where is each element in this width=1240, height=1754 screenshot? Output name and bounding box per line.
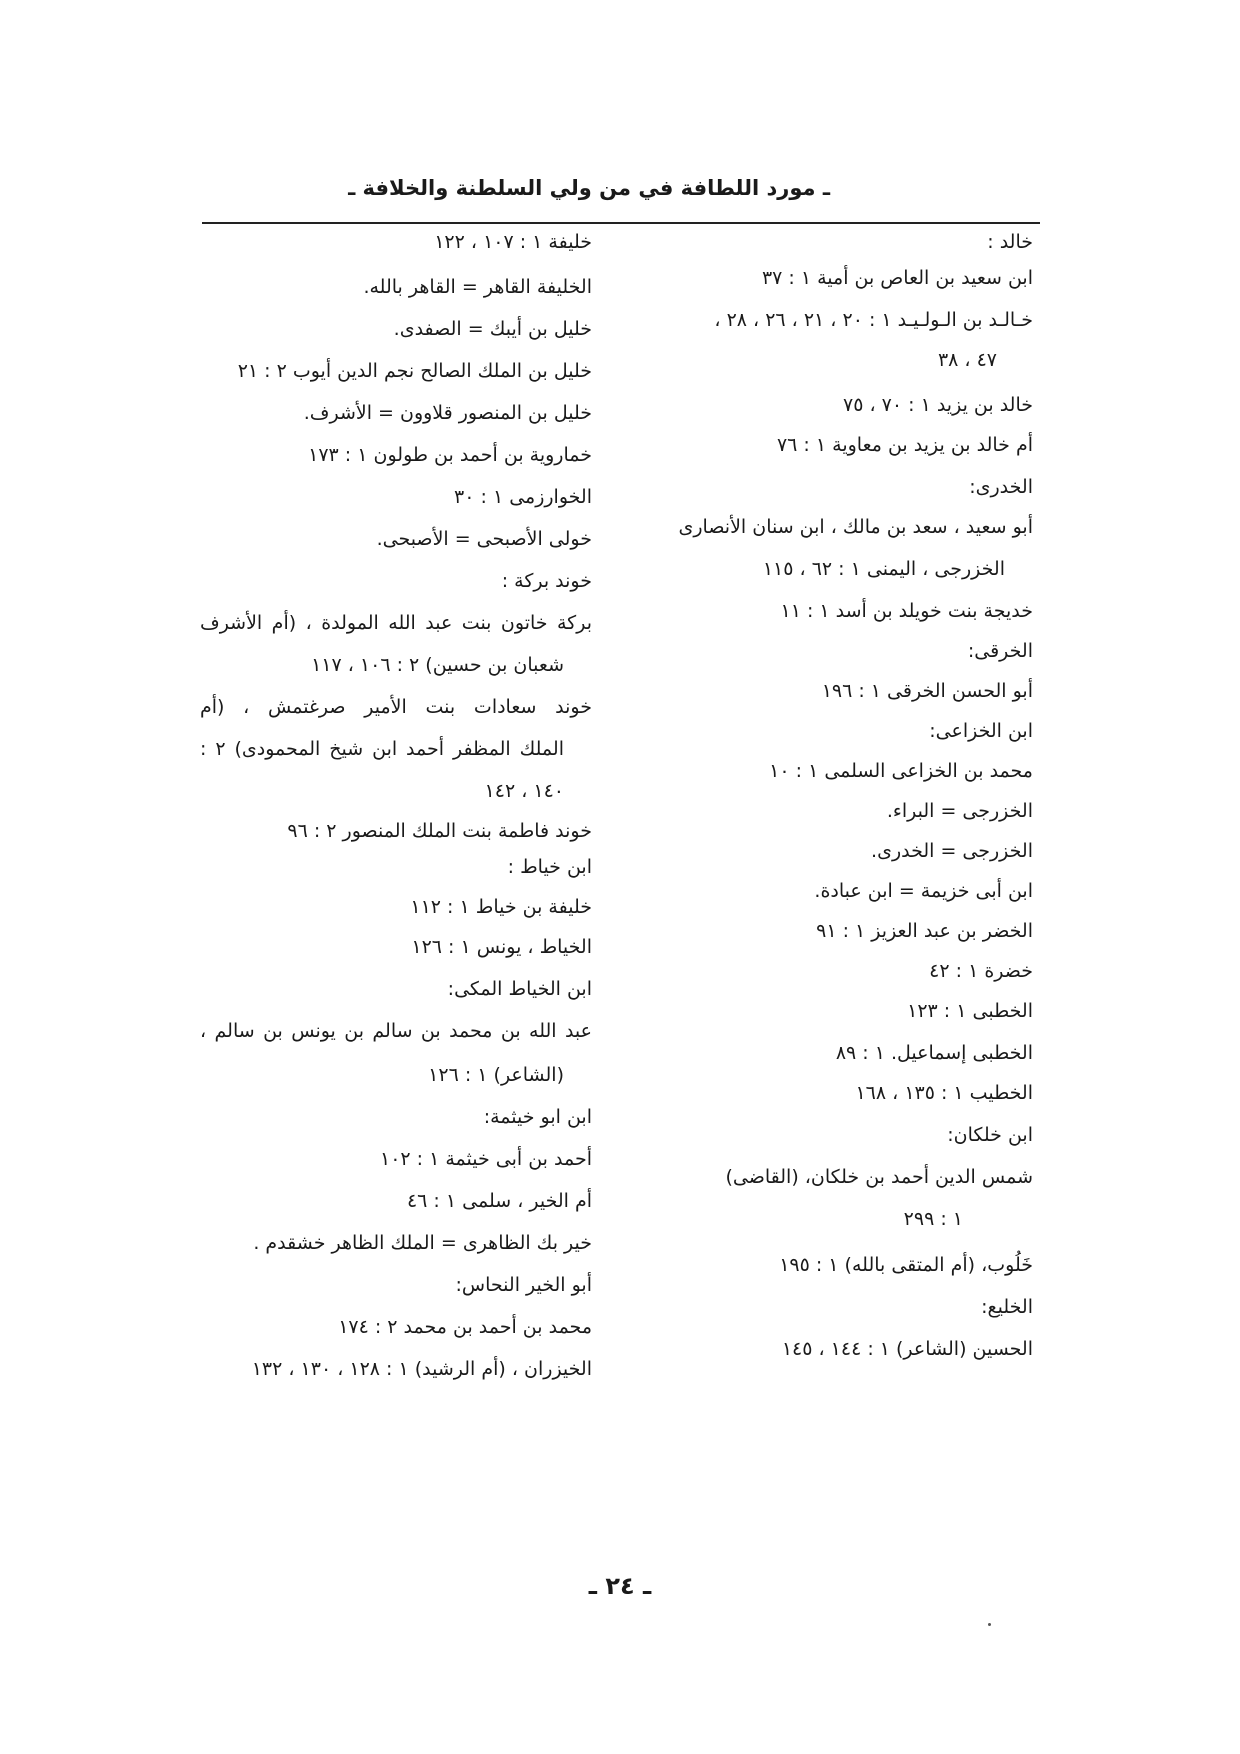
index-entry: الخزرجى ، اليمنى ١ : ٦٢ ، ١١٥ xyxy=(762,558,1005,580)
index-entry: ابن خياط : xyxy=(507,856,592,878)
index-entry: الخياط ، يونس ١ : ١٢٦ xyxy=(411,936,592,958)
index-entry: أبو سعيد ، سعد بن مالك ، ابن سنان الأنصارى xyxy=(678,516,1033,538)
index-entry: الخوارزمى ١ : ٣٠ xyxy=(454,486,592,508)
index-entry: ابن أبى خزيمة = ابن عبادة. xyxy=(814,880,1033,902)
index-entry: خولى الأصبحى = الأصبحى. xyxy=(376,528,592,550)
index-entry: بركة خاتون بنت عبد الله المولدة ، (أم الأشرف xyxy=(200,612,592,634)
index-entry: ابن خلكان: xyxy=(947,1124,1033,1146)
index-entry: ١٤٠ ، ١٤٢ xyxy=(484,780,564,802)
index-entry: الخدرى: xyxy=(969,476,1033,498)
index-entry: الخطبى ١ : ١٢٣ xyxy=(907,1000,1033,1022)
index-entry: خليل بن المنصور قلاوون = الأشرف. xyxy=(303,402,592,424)
index-entry: الخطيب ١ : ١٣٥ ، ١٦٨ xyxy=(855,1082,1033,1104)
index-entry: خليفة بن خياط ١ : ١١٢ xyxy=(410,896,592,918)
index-entry: خليل بن أيبك = الصفدى. xyxy=(393,318,592,340)
index-entry: الملك المظفر أحمد ابن شيخ المحمودى) ٢ : xyxy=(200,738,564,760)
index-entry: أبو الحسن الخرقى ١ : ١٩٦ xyxy=(821,680,1033,702)
index-entry: ابن الخياط المكى: xyxy=(447,978,592,1000)
index-entry: الخيزران ، (أم الرشيد) ١ : ١٢٨ ، ١٣٠ ، ١٣٢ xyxy=(251,1358,592,1380)
index-entry: الخليفة القاهر = القاهر بالله. xyxy=(363,276,592,298)
index-entry: (الشاعر) ١ : ١٢٦ xyxy=(428,1064,564,1086)
index-entry: ابن الخزاعى: xyxy=(929,720,1033,742)
index-entry: ابن سعيد بن العاص بن أمية ١ : ٣٧ xyxy=(761,267,1033,289)
index-entry: خير بك الظاهرى = الملك الظاهر خشقدم . xyxy=(253,1232,592,1254)
index-entry: خديجة بنت خويلد بن أسد ١ : ١١ xyxy=(780,600,1033,622)
index-entry: شعبان بن حسين) ٢ : ١٠٦ ، ١١٧ xyxy=(311,654,564,676)
index-entry: محمد بن أحمد بن محمد ٢ : ١٧٤ xyxy=(338,1316,592,1338)
running-header: ـ مورد اللطافة في من ولي السلطنة والخلافة ـ xyxy=(348,176,830,200)
index-entry: خالد بن يزيد ١ : ٧٠ ، ٧٥ xyxy=(843,394,1033,416)
header-rule xyxy=(202,222,1040,224)
index-entry: الخرقى: xyxy=(967,640,1033,662)
index-entry: خـالـد بن الـولـيـد ١ : ٢٠ ، ٢١ ، ٢٦ ، ٢٨ ، xyxy=(714,309,1033,331)
index-entry: خَلُوب، (أم المتقى بالله) ١ : ١٩٥ xyxy=(779,1254,1033,1276)
index-entry: الخضر بن عبد العزيز ١ : ٩١ xyxy=(816,920,1033,942)
page-number: ـ ٢٤ ـ xyxy=(588,1572,652,1600)
index-entry: خوند فاطمة بنت الملك المنصور ٢ : ٩٦ xyxy=(287,820,592,842)
scan-speck xyxy=(988,1623,991,1626)
index-entry: خليفة ١ : ١٠٧ ، ١٢٢ xyxy=(434,231,592,253)
index-entry: الخطبى إسماعيل. ١ : ٨٩ xyxy=(835,1042,1033,1064)
index-entry: ١ : ٢٩٩ xyxy=(903,1208,963,1230)
index-entry: أحمد بن أبى خيثمة ١ : ١٠٢ xyxy=(379,1148,592,1170)
index-entry: محمد بن الخزاعى السلمى ١ : ١٠ xyxy=(769,760,1033,782)
index-entry: الخليع: xyxy=(981,1296,1033,1318)
index-entry: أم الخير ، سلمى ١ : ٤٦ xyxy=(406,1190,592,1212)
index-entry: خليل بن الملك الصالح نجم الدين أيوب ٢ : ٢١ xyxy=(237,360,592,382)
index-entry: خماروية بن أحمد بن طولون ١ : ١٧٣ xyxy=(308,444,592,466)
index-entry: عبد الله بن محمد بن سالم بن يونس بن سالم ، xyxy=(200,1020,592,1042)
index-entry: خوند بركة : xyxy=(501,570,592,592)
index-entry: الحسين (الشاعر) ١ : ١٤٤ ، ١٤٥ xyxy=(781,1338,1033,1360)
index-entry: ٤٧ ، ٣٨ xyxy=(937,349,997,371)
index-entry: خوند سعادات بنت الأمير صرغتمش ، (أم xyxy=(200,696,592,718)
index-entry: خالد : xyxy=(987,231,1033,253)
index-entry: الخزرجى = البراء. xyxy=(886,800,1033,822)
index-entry: ابن ابو خيثمة: xyxy=(483,1106,592,1128)
index-entry: أبو الخير النحاس: xyxy=(455,1274,592,1296)
index-entry: خضرة ١ : ٤٢ xyxy=(929,960,1033,982)
index-entry: أم خالد بن يزيد بن معاوية ١ : ٧٦ xyxy=(776,434,1033,456)
index-entry: الخزرجى = الخدرى. xyxy=(871,840,1033,862)
index-entry: شمس الدين أحمد بن خلكان، (القاضى) xyxy=(725,1166,1033,1188)
